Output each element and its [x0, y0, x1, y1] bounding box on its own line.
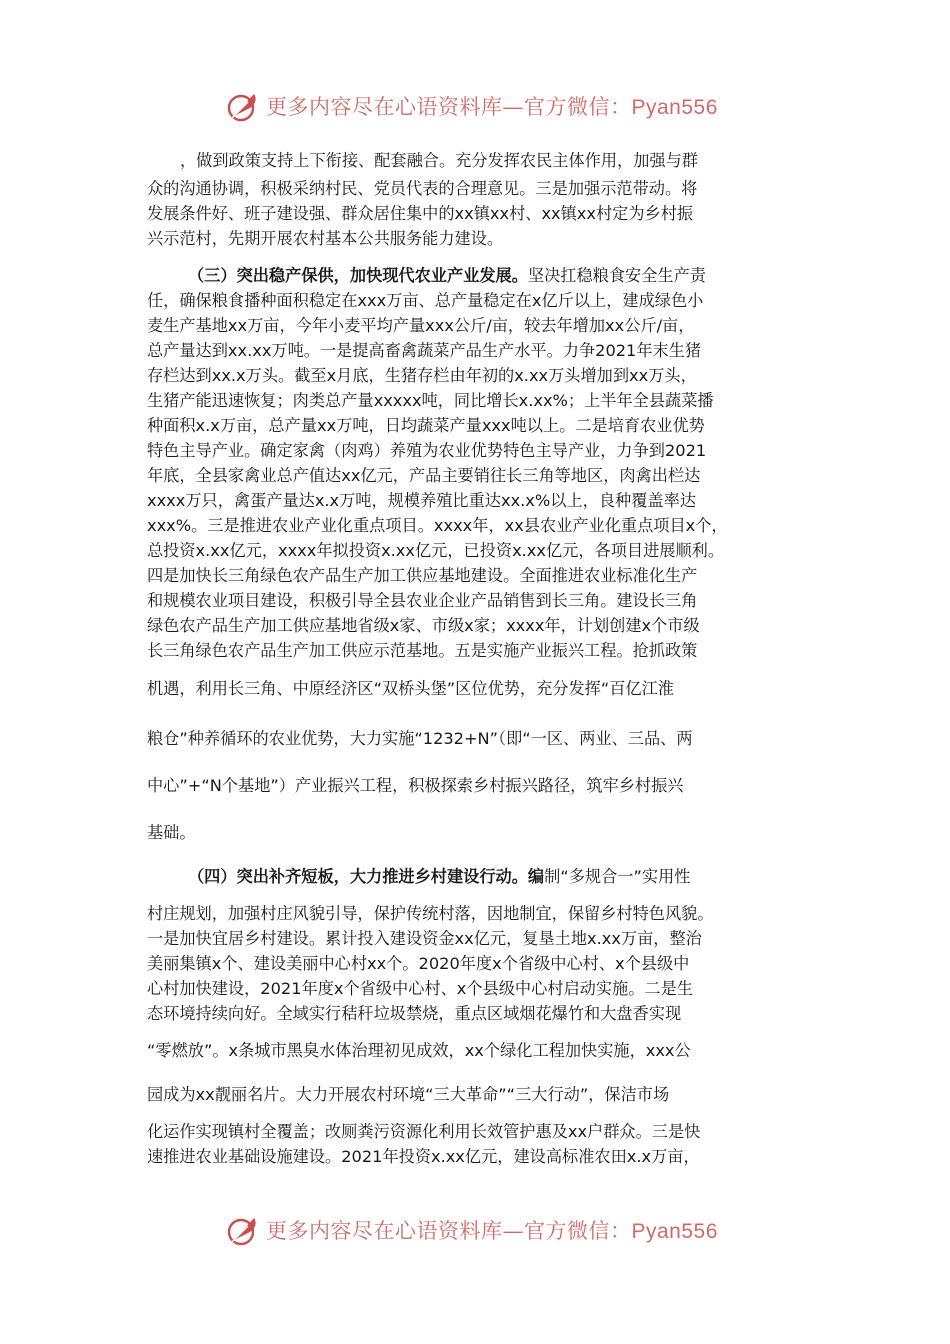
feather-pen-logo-icon — [226, 1212, 262, 1248]
section-heading-line: （三）突出稳产保供，加快现代农业产业发展。坚决扛稳粮食安全生产责 — [188, 266, 706, 285]
body-line: 麦生产基地xx万亩，今年小麦平均产量xxx公斤/亩，较去年增加xx公斤/亩， — [147, 316, 695, 335]
body-line: 中心”+“N个基地”）产业振兴工程，积极探索乡村振兴路径，筑牢乡村振兴 — [147, 776, 684, 795]
body-line: 速推进农业基础设施建设。2021年投资x.xx亿元，建设高标准农田x.x万亩， — [147, 1147, 700, 1166]
body-line: 存栏达到xx.x万头。截至x月底，生猪存栏由年初的x.xx万头增加到xx万头， — [147, 366, 697, 385]
feather-pen-logo-icon — [226, 88, 262, 124]
body-line: 机遇，利用长三角、中原经济区“双桥头堡”区位优势，充分发挥“百亿江淮 — [147, 679, 674, 698]
body-line: 长三角绿色农产品生产加工供应示范基地。五是实施产业振兴工程。抢抓政策 — [147, 641, 698, 660]
body-line: 总投资x.xx亿元，xxxx年拟投资x.xx亿元，已投资x.xx亿元，各项目进展顺利。 — [147, 541, 725, 560]
body-line: 心村加快建设，2021年度x个省级中心村、x个县级中心村启动实施。二是生 — [147, 979, 693, 998]
banner-text: 更多内容尽在心语资料库—官方微信：Pyan556 — [266, 1219, 718, 1243]
body-line: 粮仓”种养循环的农业优势，大力实施“1232+N”（即“一区、两业、三品、两 — [147, 729, 693, 748]
body-line: xxxx万只，禽蛋产量达x.x万吨，规模养殖比重达xx.x%以上，良种覆盖率达 — [147, 491, 696, 510]
body-line: 总产量达到xx.xx万吨。一是提高畜禽蔬菜产品生产水平。力争2021年末生猪 — [147, 341, 702, 360]
body-line: “零燃放”。x条城市黑臭水体治理初见成效，xx个绿化工程加快实施，xxx公 — [147, 1041, 691, 1060]
body-line: 年底，全县家禽业总产值达xx亿元，产品主要销往长三角等地区，肉禽出栏达 — [147, 466, 701, 485]
section-heading-line: （四）突出补齐短板，大力推进乡村建设行动。编制“多规合一”实用性 — [188, 867, 691, 886]
body-line: 四是加快长三角绿色农产品生产加工供应基地建设。全面推进农业标准化生产 — [147, 566, 698, 585]
banner-text: 更多内容尽在心语资料库—官方微信：Pyan556 — [266, 95, 718, 119]
body-line: 态环境持续向好。全域实行秸秆垃圾禁烧，重点区域烟花爆竹和大盘香实现 — [147, 1004, 682, 1023]
body-line: 园成为xx靓丽名片。大力开展农村环境“三大革命”“三大行动”，保洁市场 — [147, 1085, 670, 1104]
body-line: 特色主导产业。确定家禽（肉鸡）养殖为农业优势特色主导产业，力争到2021 — [147, 441, 707, 460]
footer-banner — [226, 1212, 726, 1248]
body-line: 和规模农业项目建设，积极引导全县农业企业产品销售到长三角。建设长三角 — [147, 591, 698, 610]
body-line: 任，确保粮食播种面积稳定在xxx万亩、总产量稳定在x亿斤以上，建成绿色小 — [147, 291, 704, 310]
body-line: 基础。 — [147, 823, 196, 842]
section-heading: （三）突出稳产保供，加快现代农业产业发展。 — [188, 266, 528, 285]
body-line: 发展条件好、班子建设强、群众居住集中的xx镇xx村、xx镇xx村定为乡村振 — [147, 204, 694, 223]
body-line: 村庄规划，加强村庄风貌引导，保护传统村落，因地制宜，保留乡村特色风貌。 — [147, 904, 714, 923]
body-line: ，做到政策支持上下衔接、配套融合。充分发挥农民主体作用，加强与群 — [180, 151, 698, 170]
body-line: 一是加快宜居乡村建设。累计投入建设资金xx亿元，复垦土地x.xx万亩，整治 — [147, 929, 702, 948]
body-line: 绿色农产品生产加工供应基地省级x家、市级x家；xxxx年，计划创建x个市级 — [147, 616, 700, 635]
section-heading: （四）突出补齐短板，大力推进乡村建设行动。编 — [188, 867, 545, 886]
body-line: 种面积x.x万亩，总产量xx万吨，日均蔬菜产量xxx吨以上。二是培育农业优势 — [147, 416, 705, 435]
body-line: 生猪产能迅速恢复；肉类总产量xxxxx吨，同比增长x.xx%；上半年全县蔬菜播 — [147, 391, 714, 410]
header-banner — [226, 88, 726, 124]
body-line: 众的沟通协调，积极采纳村民、党员代表的合理意见。三是加强示范带动。将 — [147, 179, 698, 198]
body-line: 兴示范村，先期开展农村基本公共服务能力建设。 — [147, 229, 504, 248]
body-line: 化运作实现镇村全覆盖；改厕粪污资源化利用长效管护惠及xx户群众。三是快 — [147, 1122, 701, 1141]
body-line: 美丽集镇x个、建设美丽中心村xx个。2020年度x个省级中心村、x个县级中 — [147, 954, 690, 973]
body-line: xxx%。三是推进农业产业化重点项目。xxxx年，xx县农业产业化重点项目x个， — [147, 516, 728, 535]
